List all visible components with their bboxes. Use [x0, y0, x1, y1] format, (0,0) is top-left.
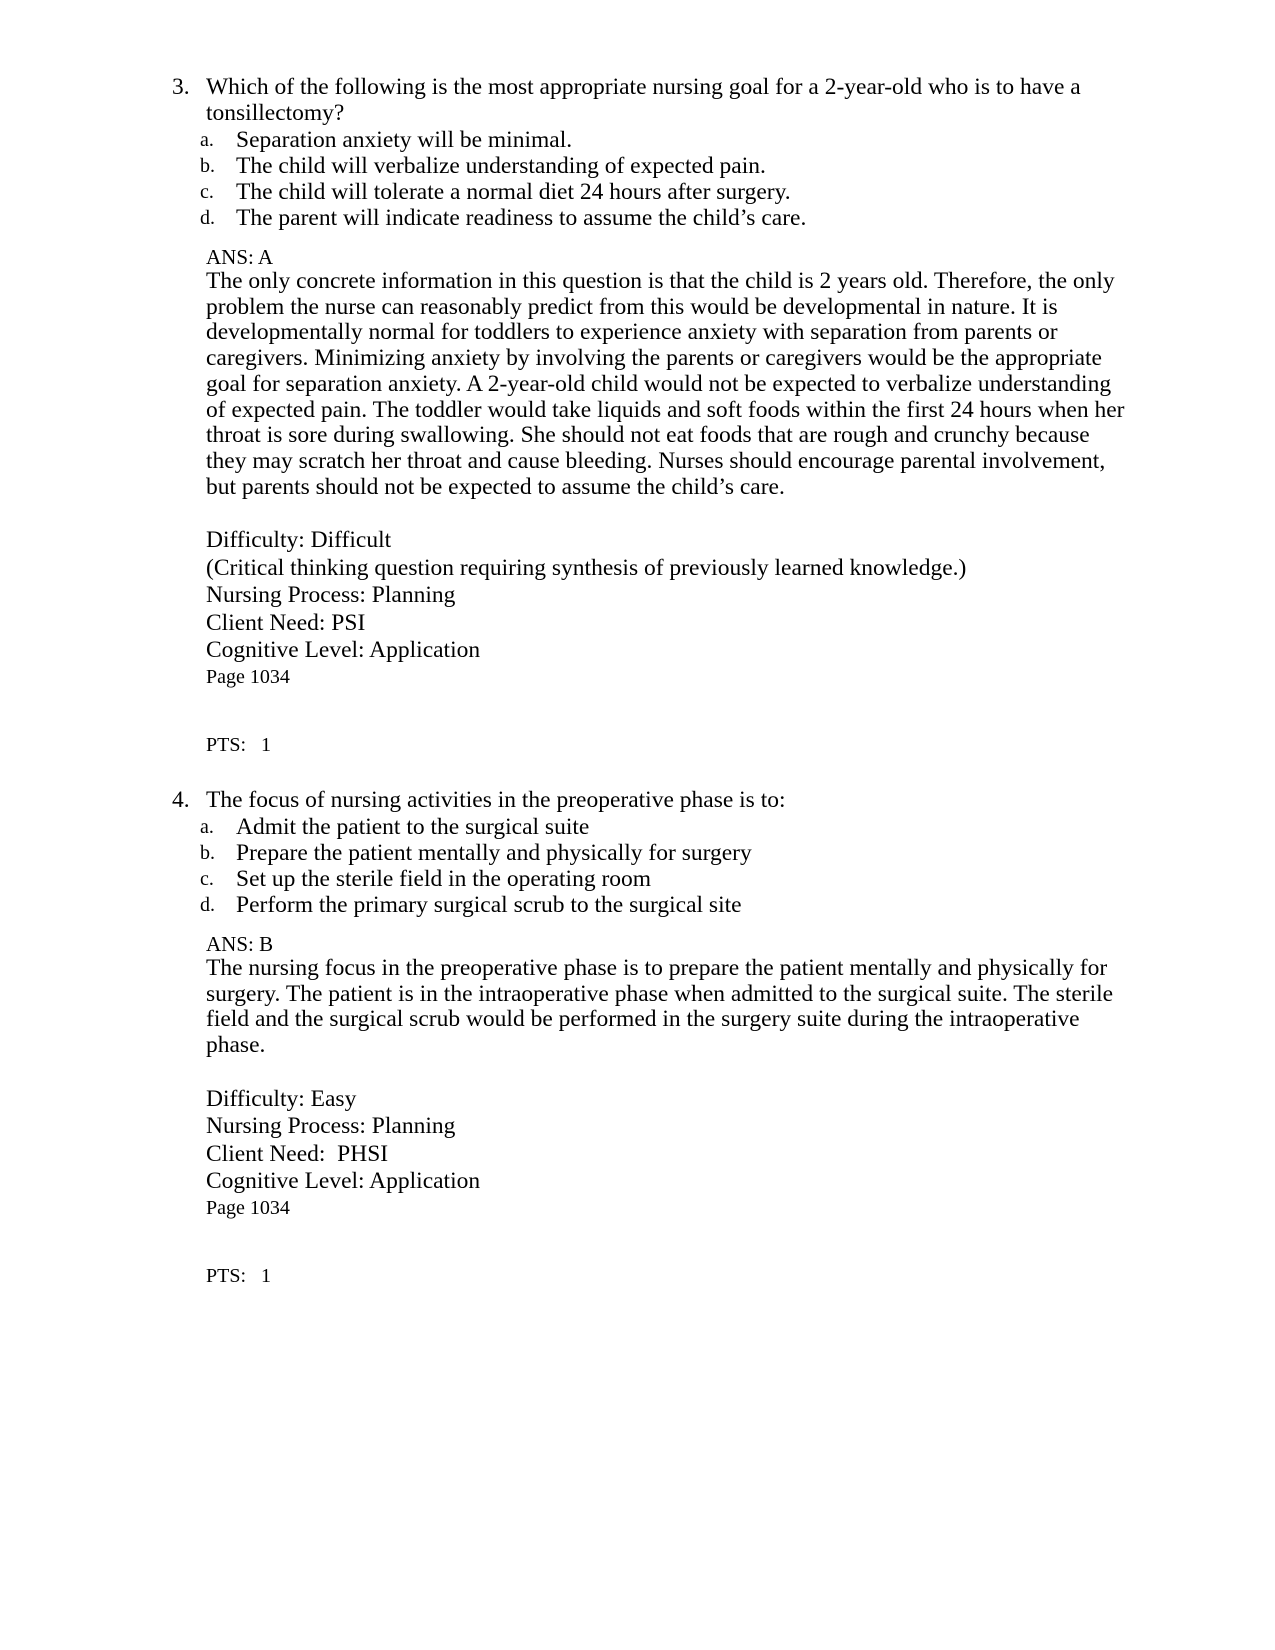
option-text: Set up the sterile field in the operating room [236, 866, 652, 892]
answer-options [172, 814, 1172, 918]
option-text: Separation anxiety will be minimal. [236, 127, 573, 153]
metadata-block [206, 1086, 1126, 1220]
nursing-process: Nursing Process: Planning [206, 1113, 456, 1140]
option-text: Prepare the patient mentally and physically for surgery [236, 840, 752, 866]
option-text: The child will verbalize understanding of expected pain. [236, 153, 766, 179]
answer-key: ANS: A [206, 245, 274, 269]
question-number: 4. [172, 787, 190, 813]
question-4 [172, 787, 1172, 1288]
question-stem-row [172, 787, 1172, 813]
client-need: Client Need: PSI [206, 609, 366, 636]
nursing-process: Nursing Process: Planning [206, 582, 456, 609]
option-letter: c. [200, 181, 214, 203]
metadata-block [206, 527, 1126, 689]
option-d [172, 892, 1172, 918]
cognitive-level: Cognitive Level: Application [206, 637, 481, 664]
rationale: The only concrete information in this question is that the child is 2 years old. Therefore, the only problem the nurse can reasonably predict from this would be developmental in nature. It is developmentally normal for toddlers to experience anxiety with separation from parents or caregivers. Minimizing anxiety by involving the parents or caregivers would be the appropriate goal for separation anxiety. A 2-year-old child would not be expected to verbalize understanding of expected pain. The toddler would take liquids and soft foods within the first 24 hours when her throat is sore during swallowing. She should not eat foods that are rough and crunchy because they may scratch her throat and cause bleeding. Nurses should encourage parental involvement, but parents should not be expected to assume the child’s care. [206, 268, 1125, 500]
option-c [172, 866, 1172, 892]
points [206, 733, 1126, 757]
points-label: PTS: 1 [206, 1264, 272, 1287]
client-need: Client Need: PHSI [206, 1140, 389, 1167]
option-b [172, 840, 1172, 866]
answer-key: ANS: B [206, 932, 274, 956]
question-stem: The focus of nursing activities in the preoperative phase is to: [206, 787, 786, 813]
option-letter: c. [200, 868, 214, 890]
option-a [172, 814, 1172, 840]
points-label: PTS: 1 [206, 733, 272, 756]
option-text: Perform the primary surgical scrub to the surgical site [236, 892, 742, 918]
points [206, 1264, 1126, 1288]
answer-block [206, 932, 1126, 1059]
option-text: Admit the patient to the surgical suite [236, 814, 590, 840]
option-letter: a. [200, 129, 214, 151]
difficulty-note: (Critical thinking question requiring synthesis of previously learned knowledge.) [206, 554, 967, 581]
option-d [172, 205, 1172, 231]
option-c [172, 179, 1172, 205]
difficulty: Difficulty: Easy [206, 1085, 357, 1112]
option-letter: b. [200, 842, 215, 864]
question-stem-row [172, 74, 1172, 126]
option-text: The parent will indicate readiness to assume the child’s care. [236, 205, 807, 231]
cognitive-level: Cognitive Level: Application [206, 1168, 481, 1195]
page-reference: Page 1034 [206, 665, 290, 688]
question-number: 3. [172, 74, 190, 100]
option-b [172, 153, 1172, 179]
answer-block [206, 245, 1126, 500]
rationale: The nursing focus in the preoperative phase is to prepare the patient mentally and physically for surgery. The patient is in the intraoperative phase when admitted to the surgical suite. The sterile field and the surgical scrub would be performed in the surgery suite during the intraoperative phase. [206, 955, 1114, 1059]
option-text: The child will tolerate a normal diet 24 hours after surgery. [236, 179, 791, 205]
option-a [172, 127, 1172, 153]
option-letter: d. [200, 207, 215, 229]
question-stem: Which of the following is the most appropriate nursing goal for a 2-year-old who is to have a tonsillectomy? [206, 74, 1081, 126]
page-reference: Page 1034 [206, 1196, 290, 1219]
option-letter: a. [200, 816, 214, 838]
answer-options [172, 127, 1172, 231]
difficulty: Difficulty: Difficult [206, 527, 392, 554]
option-letter: b. [200, 155, 215, 177]
question-3 [172, 74, 1172, 757]
option-letter: d. [200, 894, 215, 916]
